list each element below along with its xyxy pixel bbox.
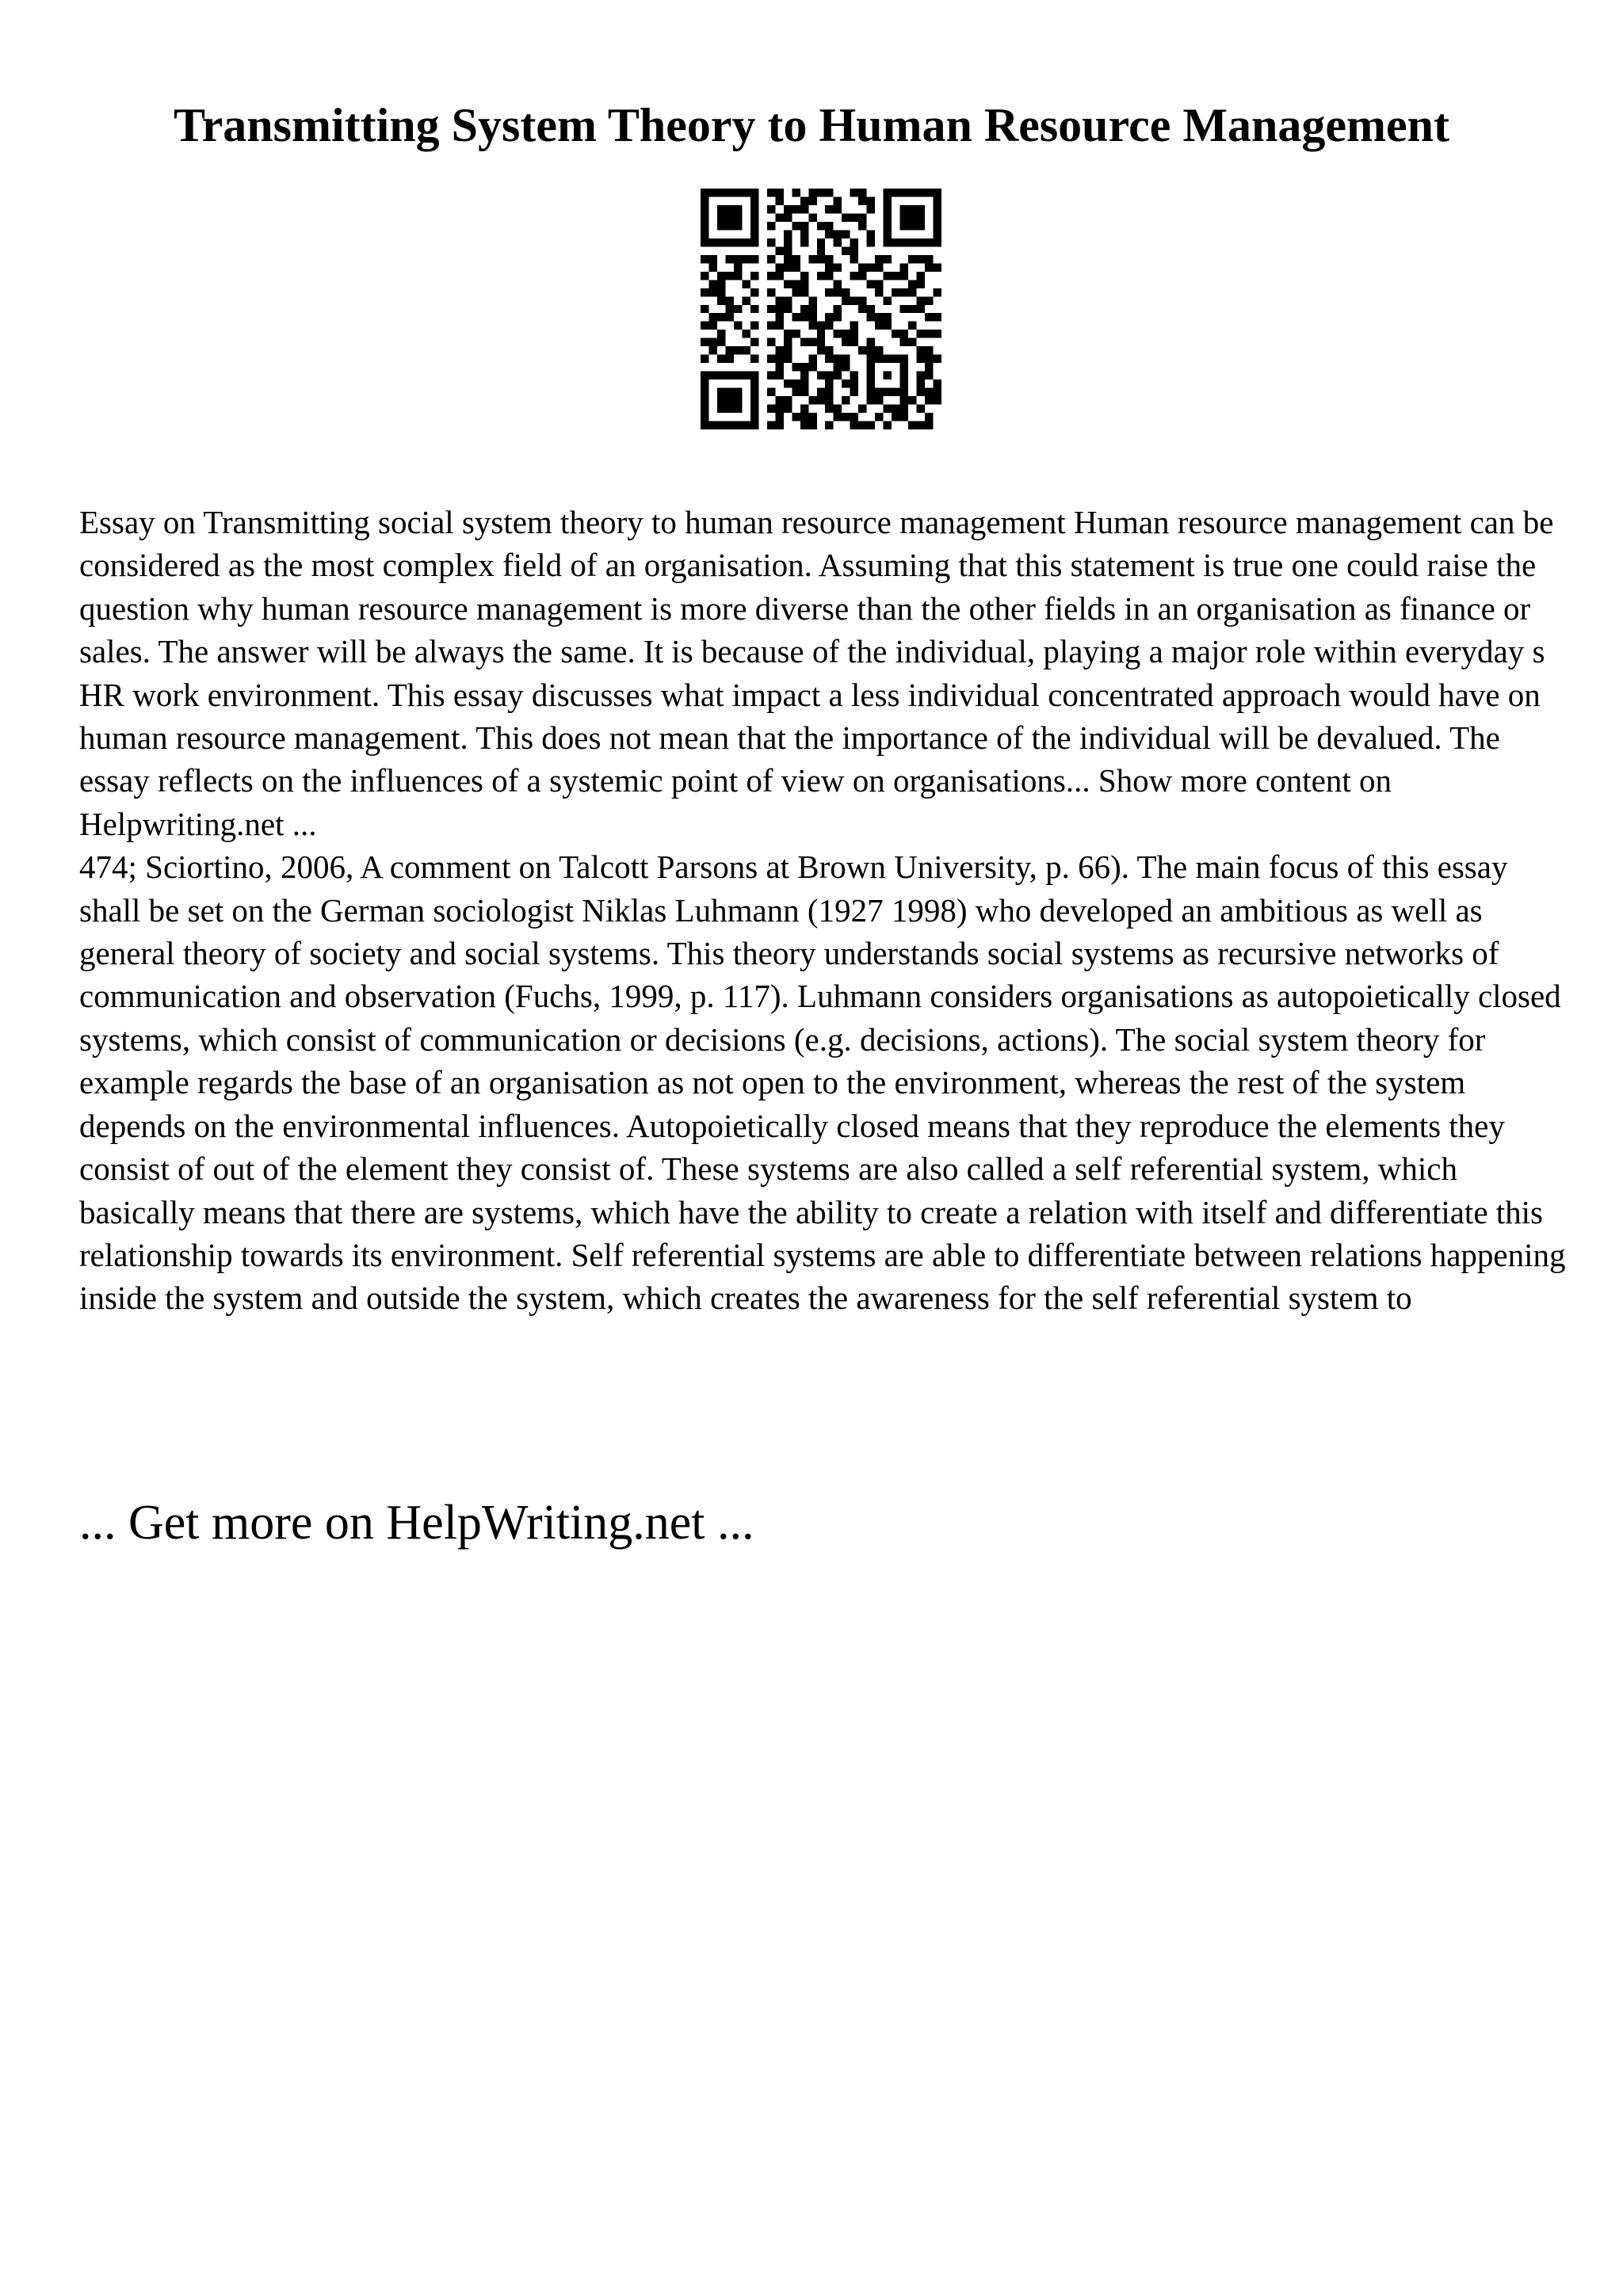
essay-paragraph-continued: 474; Sciortino, 2006, A comment on Talcott Parsons at Brown University, p. 66). The main focus of this essay shall be set on the German sociologist Niklas Luhmann (1927 1998) who developed an ambitious as well as general theory of society and social systems. This theory understands social systems as recursive networks of communication and observation (Fuchs, 1999, p. 117). Luhmann considers organisations as autopoietically closed systems, which consist of communication or decisions (e.g. decisions, actions). The social system theory for example regards the base of an organisation as not open to the environment, whereas the rest of the system depends on the environmental influences. Autopoietically closed means that they reproduce the elements they consist of out of the element they consist of. These systems are also called a self referential system, which basically means that there are systems, which have the ability to create a relation with itself and differentiate this relationship towards its environment. Self referential systems are able to differentiate between relations happening inside the system and outside the system, which creates the awareness for the self referential system to bbox=[79, 849, 1566, 1317]
get-more-link[interactable]: ... Get more on HelpWriting.net ... bbox=[79, 1496, 754, 1550]
qr-code-icon bbox=[701, 189, 941, 429]
essay-paragraph-intro: Essay on Transmitting social system theory to human resource management Human resource management can be considered as the most complex field of an organisation. Assuming that this statement is true one could raise the question why human resource management is more diverse than the other fields in an organisation as finance or sales. The answer will be always the same. It is because of the individual, playing a major role within everyday s HR work environment. This essay discusses what impact a less individual concentrated approach would have on human resource management. This does not mean that the importance of the individual will be devalued. The essay reflects on the influences of a systemic point of view on organisations... Show more content on Helpwriting.net ... bbox=[79, 504, 1554, 842]
document-title: Transmitting System Theory to Human Resource Management bbox=[174, 99, 1449, 151]
essay-body bbox=[79, 501, 1569, 1320]
